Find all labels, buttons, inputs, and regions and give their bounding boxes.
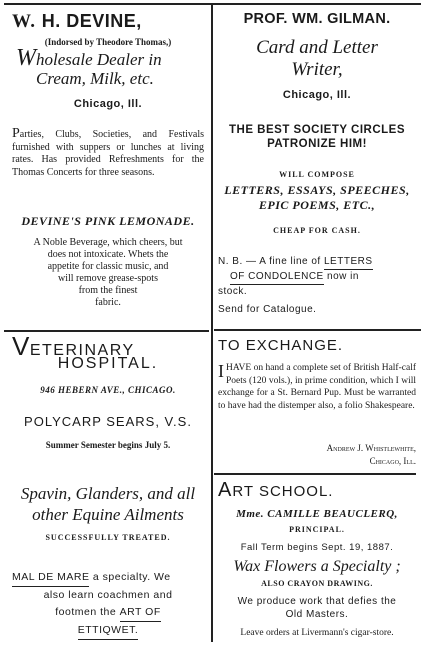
gilman-will-compose: WILL COMPOSE (279, 170, 355, 179)
exchange-title: TO EXCHANGE. (218, 337, 344, 354)
vet-mal-line2: also learn coachmen and (43, 589, 173, 601)
devine-trade-line2: Cream, Milk, etc. (36, 69, 154, 88)
vet-title-line2: HOSPITAL. (57, 355, 159, 372)
product-line-3: appetite for classic music, and (47, 261, 169, 272)
product-line-2: does not intoxicate. Whets the (47, 249, 169, 260)
artschool-title-text: RT SCHOOL. (232, 483, 334, 500)
vet-mal-de-mare (12, 569, 204, 640)
vet-mal-line3: footmen the (55, 606, 120, 618)
gilman-compose (218, 183, 416, 213)
gilman-title: PROF. WM. GILMAN. (243, 11, 391, 27)
vet-doctor: POLYCARP SEARS, V.S. (24, 414, 192, 429)
devine-endorsement: (Indorsed by Theodore Thomas,) (44, 37, 172, 47)
vet-dropcap: V (12, 331, 30, 361)
gilman-compose-line2: EPIC POEMS, ETC., (258, 198, 376, 212)
artschool-wax: Wax Flowers a Specialty ; (233, 558, 401, 575)
gilman-compose-line1: LETTERS, ESSAYS, SPEECHES, (224, 183, 410, 197)
right-column (218, 3, 416, 642)
devine-body-dropcap: P (12, 126, 20, 141)
vet-ailments-line1: Spavin, Glanders, and all (20, 484, 196, 503)
vet-mal-rest: a specialty. We (89, 571, 171, 583)
artschool-work-line2: Old Masters. (285, 609, 349, 620)
devine-body (12, 128, 204, 179)
gilman-society-line1: THE BEST SOCIETY CIRCLES (228, 124, 405, 136)
gilman-nb-condolence: OF CONDOLENCE (230, 270, 324, 285)
exchange-body (218, 362, 416, 412)
gilman-writer (218, 37, 416, 81)
artschool-principal-label: PRINCIPAL. (289, 525, 345, 534)
devine-city: Chicago, Ill. (73, 98, 143, 110)
devine-name: H. DEVINE, (41, 11, 142, 31)
devine-initial: W. (12, 11, 37, 32)
exchange-body-text: HAVE on hand a complete set of British Half-calf Poets (120 vols.), in prime condition, which I will exchange for a St. Bernard Pup. Must be warranted to have had the distemper also, a folio Shakespeare. (218, 363, 416, 411)
devine-trade-line1: holesale Dealer in (36, 50, 162, 69)
gilman-nb-suffix: now in (323, 271, 359, 282)
left-column (12, 3, 204, 642)
devine-product: DEVINE'S PINK LEMONADE. (21, 214, 195, 228)
gilman-nb-stock: stock. (218, 286, 248, 297)
column-divider (211, 3, 213, 642)
gilman-society-line2: PATRONIZE HIM! (267, 138, 367, 150)
exchange-artschool-divider (214, 473, 416, 475)
gilman-society (218, 123, 416, 151)
exchange-signature-block (218, 442, 416, 468)
exchange-signature: Andrew J. Whistlewhite, (326, 443, 416, 453)
artschool-crayon: ALSO CRAYON DRAWING. (261, 579, 373, 588)
vet-title-line1: ETERINARY (29, 342, 135, 359)
vet-ailments (12, 483, 204, 525)
vet-semester: Summer Semester begins July 5. (45, 440, 171, 450)
exchange-sig-city: Chicago, Ill. (369, 456, 416, 466)
artschool-work (218, 595, 416, 621)
devine-product-description (12, 237, 204, 309)
devine-heading (12, 11, 204, 33)
gilman-writer-line1: Card and Letter (256, 37, 378, 58)
vet-ettiqwet: ETTIQWET. (78, 622, 139, 640)
artschool-term: Fall Term begins Sept. 19, 1887. (240, 542, 394, 553)
gilman-cheap: CHEAP FOR CASH. (273, 226, 361, 235)
exchange-dropcap: I (218, 361, 224, 381)
gilman-nb-letters: LETTERS (324, 255, 373, 270)
vet-art-of: ART OF (120, 604, 161, 622)
artschool-principal-name: Mme. CAMILLE BEAUCLERQ, (236, 508, 398, 520)
product-line-6: fabric. (95, 297, 121, 308)
product-line-1: A Noble Beverage, which cheers, but (33, 237, 183, 248)
product-line-4: will remove grease-spots (58, 273, 158, 284)
gilman-nb (218, 255, 416, 317)
artschool-orders: Leave orders at Livermann's cigar-store. (240, 628, 394, 638)
artschool-title (218, 479, 416, 502)
gilman-nb-prefix: N. B. — A fine line of (218, 256, 324, 267)
advertisement-page (4, 3, 421, 642)
gilman-writer-line2: Writer, (291, 59, 343, 80)
vet-mal-specialty: MAL DE MARE (12, 569, 89, 587)
product-line-5: from the finest (78, 285, 138, 296)
devine-trade-dropcap: W (16, 45, 36, 71)
vet-ailments-line2: other Equine Ailments (32, 505, 184, 524)
devine-trade (12, 45, 204, 88)
artschool-work-line1: We produce work that defies the (237, 596, 397, 607)
devine-body-text: arties, Clubs, Societies, and Festivals furnished with suppers or lunches at living rates. Has provided Refreshments for the Thomas Concerts for three seasons. (12, 129, 204, 178)
vet-treated: SUCCESSFULLY TREATED. (45, 533, 171, 542)
vet-address: 946 HEBERN AVE., CHICAGO. (40, 385, 176, 395)
gilman-catalogue: Send for Catalogue. (218, 304, 317, 315)
artschool-dropcap: A (218, 479, 233, 501)
gilman-city: Chicago, Ill. (282, 89, 352, 101)
